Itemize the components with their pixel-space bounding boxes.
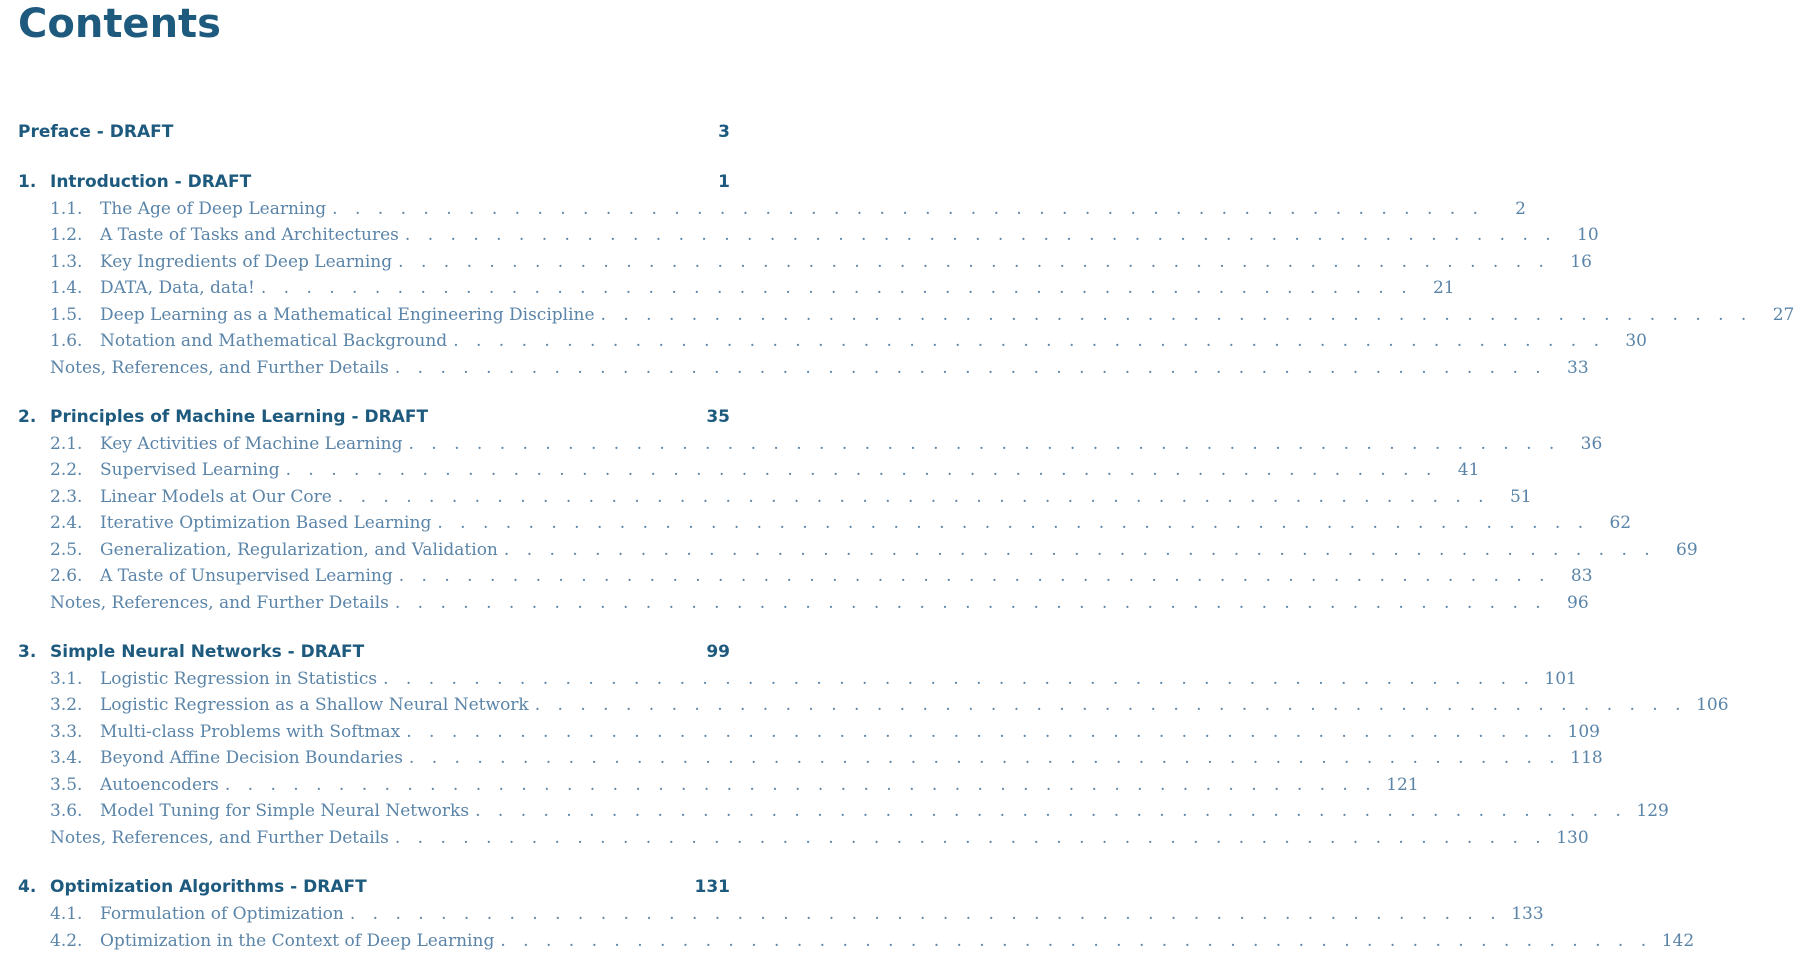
section-title: Generalization, Regularization, and Validation [100,540,498,560]
toc-section-1-1[interactable] [0,197,1526,221]
section-number: 2.5. [50,540,83,560]
section-page: 106 [1696,695,1729,715]
toc-section-1-6[interactable] [0,329,1647,353]
section-title: Notation and Mathematical Background [100,331,448,351]
section-title: Linear Models at Our Core [100,487,332,507]
section-page: 121 [1386,775,1419,795]
dot-leader: . . . . . . . . . . . . . . . . . . . . . . . . . . . . . . . . . . . . . . . . . . . . . . . . . . . [332,199,1484,219]
dot-leader: . . . . . . . . . . . . . . . . . . . . . . . . . . . . . . . . . . . . . . . . . . . . . . . . . . . [408,748,1561,768]
chapter-title: Introduction - DRAFT [50,172,252,192]
toc-preface[interactable] [0,120,744,144]
chapter-page: 1 [718,172,730,192]
section-title: Notes, References, and Further Details [50,828,389,848]
chapter-number: 1. [18,172,37,192]
dot-leader: . . . . . . . . . . . . . . . . . . . . . . . . . . . . . . . . . . . . . . . . . . . . . . . . . . . [503,540,1656,560]
toc-chapter-4[interactable] [0,875,744,899]
section-page: 69 [1676,540,1698,560]
section-title: Model Tuning for Simple Neural Networks [100,801,470,821]
toc-section-3-6[interactable] [0,799,1669,823]
dot-leader: . . . . . . . . . . . . . . . . . . . . . . . . . . . . . . . . . . . . . . . . . . . . . . . . . . . [349,904,1502,924]
dot-leader: . . . . . . . . . . . . . . . . . . . . . . . . . . . . . . . . . . . . . . . . . . . . . . . . . . . [534,695,1687,715]
toc-section-3-3[interactable] [0,720,1600,744]
chapter-title: Optimization Algorithms - DRAFT [50,877,367,897]
toc-chapter-1[interactable] [0,170,744,194]
chapter-number: 2. [18,407,37,427]
chapter-page: 131 [694,877,730,897]
dot-leader: . . . . . . . . . . . . . . . . . . . . . . . . . . . . . . . . . . . . . . . . . . . . . . . . . . . [408,434,1561,454]
section-number: 2.2. [50,460,83,480]
toc-section-3-2[interactable] [0,693,1729,717]
toc-section-1-5[interactable] [0,303,1794,327]
chapter-title: Principles of Machine Learning - DRAFT [50,407,429,427]
dot-leader: . . . . . . . . . . . . . . . . . . . . . . . . . . . . . . . . . . . . . . . . . . . . . . . . . . . [394,828,1547,848]
section-number: 3.3. [50,722,83,742]
section-page: 51 [1509,487,1532,507]
section-number: 3.1. [50,669,83,689]
toc-section-2-1[interactable] [0,432,1603,456]
toc-section-1-3[interactable] [0,250,1592,274]
section-page: 83 [1570,566,1593,586]
section-number: 3.4. [50,748,83,768]
toc-section-3-4[interactable] [0,746,1603,770]
section-number: 2.3. [50,487,83,507]
toc-section-2-3[interactable] [0,485,1532,509]
section-title: Deep Learning as a Mathematical Engineering Discipline [100,305,595,325]
section-title: Multi-class Problems with Softmax [100,722,401,742]
section-page: 30 [1625,331,1647,351]
toc-section-2-notes[interactable] [0,591,1589,615]
dot-leader: . . . . . . . . . . . . . . . . . . . . . . . . . . . . . . . . . . . . . . . . . . . . . . . . . . . [383,669,1535,689]
dot-leader: . . . . . . . . . . . . . . . . . . . . . . . . . . . . . . . . . . . . . . . . . . . . . . . . . . . [337,487,1490,507]
chapter-number: 4. [18,877,37,897]
section-page: 109 [1567,722,1600,742]
section-page: 101 [1544,669,1577,689]
section-page: 62 [1609,513,1632,533]
section-title: A Taste of Unsupervised Learning [100,566,393,586]
section-number: 4.1. [50,904,83,924]
section-number: 2.1. [50,434,83,454]
dot-leader: . . . . . . . . . . . . . . . . . . . . . . . . . . . . . . . . . . . . . . . . . . . . . . . . . . . [600,305,1753,325]
section-title: Logistic Regression as a Shallow Neural Network [100,695,529,715]
section-title: Notes, References, and Further Details [50,358,389,378]
dot-leader: . . . . . . . . . . . . . . . . . . . . . . . . . . . . . . . . . . . . . . . . . . . . . . . . . . . [398,252,1550,272]
section-title: Supervised Learning [100,460,280,480]
toc-section-1-4[interactable] [0,276,1455,300]
section-page: 2 [1515,199,1526,219]
section-title: A Taste of Tasks and Architectures [100,225,399,245]
section-number: 1.3. [50,252,83,272]
dot-leader: . . . . . . . . . . . . . . . . . . . . . . . . . . . . . . . . . . . . . . . . . . . . . . . . . . . [453,331,1605,351]
section-title: Key Activities of Machine Learning [100,434,403,454]
section-page: 33 [1567,358,1589,378]
section-page: 118 [1570,748,1603,768]
section-number: 1.4. [50,278,83,298]
chapter-title: Simple Neural Networks - DRAFT [50,642,365,662]
section-title: The Age of Deep Learning [100,199,327,219]
section-number: 3.2. [50,695,83,715]
section-page: 27 [1772,305,1794,325]
section-title: Optimization in the Context of Deep Learning [100,931,495,951]
section-number: 3.5. [50,775,83,795]
chapter-page: 35 [706,407,730,427]
section-page: 142 [1661,931,1695,951]
toc-section-2-5[interactable] [0,538,1698,562]
toc-section-2-6[interactable] [0,564,1593,588]
chapter-number: 3. [18,642,37,662]
section-title: Logistic Regression in Statistics [100,669,378,689]
toc-section-3-1[interactable] [0,667,1577,691]
section-page: 41 [1457,460,1480,480]
preface-page: 3 [718,122,730,142]
dot-leader: . . . . . . . . . . . . . . . . . . . . . . . . . . . . . . . . . . . . . . . . . . . . . . . . . . . [224,775,1377,795]
dot-leader: . . . . . . . . . . . . . . . . . . . . . . . . . . . . . . . . . . . . . . . . . . . . . . . . . . . [285,460,1438,480]
section-page: 96 [1567,593,1589,613]
section-number: 1.1. [50,199,83,219]
section-page: 21 [1432,278,1455,298]
section-page: 10 [1577,225,1599,245]
chapter-page: 99 [706,642,730,662]
dot-leader: . . . . . . . . . . . . . . . . . . . . . . . . . . . . . . . . . . . . . . . . . . . . . . . . . . . [404,225,1557,245]
dot-leader: . . . . . . . . . . . . . . . . . . . . . . . . . . . . . . . . . . . . . . . . . . . . . . . . . . . [260,278,1413,298]
section-number: 3.6. [50,801,83,821]
section-title: Notes, References, and Further Details [50,593,389,613]
toc-section-1-notes[interactable] [0,356,1589,380]
toc-section-3-notes[interactable] [0,826,1589,850]
section-title: DATA, Data, data! [100,278,255,298]
section-page: 36 [1580,434,1603,454]
section-page: 129 [1636,801,1669,821]
section-title: Autoencoders [100,775,219,795]
dot-leader: . . . . . . . . . . . . . . . . . . . . . . . . . . . . . . . . . . . . . . . . . . . . . . . . . . . [475,801,1627,821]
toc-section-2-4[interactable] [0,511,1632,535]
dot-leader: . . . . . . . . . . . . . . . . . . . . . . . . . . . . . . . . . . . . . . . . . . . . . . . . . . . [500,931,1653,951]
section-title: Iterative Optimization Based Learning [100,513,432,533]
section-number: 4.2. [50,931,83,951]
section-page: 133 [1511,904,1544,924]
section-title: Beyond Affine Decision Boundaries [100,748,403,768]
section-number: 1.2. [50,225,83,245]
dot-leader: . . . . . . . . . . . . . . . . . . . . . . . . . . . . . . . . . . . . . . . . . . . . . . . . . . . [406,722,1558,742]
section-number: 2.6. [50,566,83,586]
dot-leader: . . . . . . . . . . . . . . . . . . . . . . . . . . . . . . . . . . . . . . . . . . . . . . . . . . . [437,513,1590,533]
toc-section-1-2[interactable] [0,223,1599,247]
section-number: 1.5. [50,305,83,325]
section-title: Formulation of Optimization [100,904,344,924]
section-page: 16 [1570,252,1592,272]
dot-leader: . . . . . . . . . . . . . . . . . . . . . . . . . . . . . . . . . . . . . . . . . . . . . . . . . . . [398,566,1551,586]
toc-section-3-5[interactable] [0,773,1419,797]
section-page: 130 [1556,828,1589,848]
dot-leader: . . . . . . . . . . . . . . . . . . . . . . . . . . . . . . . . . . . . . . . . . . . . . . . . . . . [394,358,1547,378]
preface-title: Preface - DRAFT [18,122,174,142]
section-number: 2.4. [50,513,83,533]
section-number: 1.6. [50,331,83,351]
dot-leader: . . . . . . . . . . . . . . . . . . . . . . . . . . . . . . . . . . . . . . . . . . . . . . . . . . . [394,593,1547,613]
toc-chapter-2[interactable] [0,405,744,429]
toc-section-4-2[interactable] [0,929,1695,953]
toc-section-4-1[interactable] [0,902,1544,926]
toc-section-2-2[interactable] [0,458,1480,482]
toc-chapter-3[interactable] [0,640,744,664]
section-title: Key Ingredients of Deep Learning [100,252,393,272]
page-title: Contents [18,1,221,47]
